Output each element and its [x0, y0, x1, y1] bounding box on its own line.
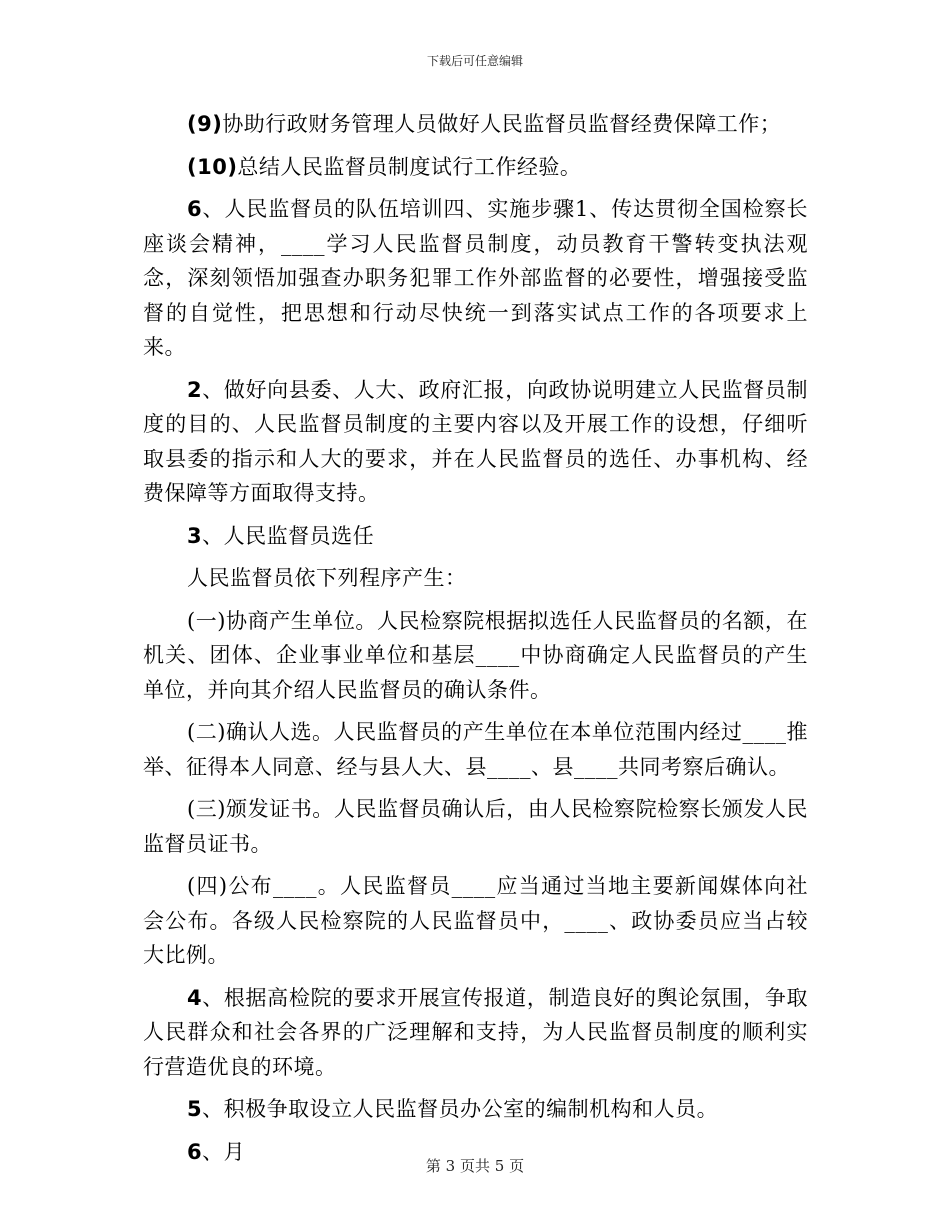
- paragraph: [143, 519, 808, 554]
- paragraph: [143, 561, 808, 596]
- paragraph: [143, 192, 808, 365]
- page-header: 下载后可任意编辑: [426, 54, 523, 68]
- item-number: (10): [187, 154, 238, 179]
- item-number: 6: [187, 1139, 203, 1164]
- item-number: 4: [187, 985, 203, 1010]
- paragraph-text: 、人民监督员选任: [202, 523, 375, 548]
- item-number: 2: [187, 377, 203, 402]
- paragraph: [143, 792, 808, 861]
- paragraph-text: 、人民监督员的队伍培训四、实施步骤1、传达贯彻全国检察长座谈会精神，____学习人民监督员制度，动员教育干警转变执法观念，深刻领悟加强查办职务犯罪工作外部监督的必要性，增强接受监督的自觉性，把思想和行动尽快统一到落实试点工作的各项要求上来。: [143, 197, 808, 359]
- paragraph: [143, 107, 808, 142]
- paragraph: [143, 1092, 808, 1127]
- paragraph-text: 、月: [202, 1139, 246, 1164]
- paragraph-text: 总结人民监督员制度试行工作经验。: [237, 154, 582, 179]
- paragraph: [143, 981, 808, 1085]
- paragraph-text: (四)公布____。人民监督员____应当通过当地主要新闻媒体向社会公布。各级人民检察院的人民监督员中，____、政协委员应当占较大比例。: [143, 874, 808, 967]
- paragraph: [143, 715, 808, 784]
- item-number: 6: [187, 197, 203, 221]
- page-footer: 第 3 页共 5 页: [425, 1157, 525, 1175]
- paragraph-text: 、做好向县委、人大、政府汇报，向政协说明建立人民监督员制度的目的、人民监督员制度的主要内容以及开展工作的设想，仔细听取县委的指示和人大的要求，并在人民监督员的选任、办事机构、经费保障等方面取得支持。: [143, 377, 808, 505]
- paragraph-text: (一)协商产生单位。人民检察院根据拟选任人民监督员的名额，在机关、团体、企业事业单位和基层____中协商确定人民监督员的产生单位，并向其介绍人民监督员的确认条件。: [143, 608, 808, 702]
- paragraph-text: (二)确认人选。人民监督员的产生单位在本单位范围内经过____推举、征得本人同意、经与县人大、县____、县____共同考察后确认。: [143, 720, 808, 779]
- document-body: [143, 107, 808, 1177]
- paragraph-text: 、积极争取设立人民监督员办公室的编制机构和人员。: [202, 1097, 719, 1121]
- paragraph: [143, 150, 808, 185]
- paragraph-text: 人民监督员依下列程序产生：: [187, 566, 467, 590]
- item-number: (9): [187, 112, 223, 136]
- paragraph-text: 协助行政财务管理人员做好人民监督员监督经费保障工作；: [222, 112, 782, 136]
- item-number: 3: [187, 523, 203, 548]
- paragraph: [143, 869, 808, 973]
- paragraph: [143, 604, 808, 708]
- paragraph-text: (三)颁发证书。人民监督员确认后，由人民检察院检察长颁发人民监督员证书。: [143, 797, 808, 856]
- item-number: 5: [187, 1097, 203, 1121]
- paragraph: [143, 373, 808, 511]
- paragraph-text: 、根据高检院的要求开展宣传报道，制造良好的舆论氛围，争取人民群众和社会各界的广泛理解和支持，为人民监督员制度的顺利实行营造优良的环境。: [143, 985, 808, 1079]
